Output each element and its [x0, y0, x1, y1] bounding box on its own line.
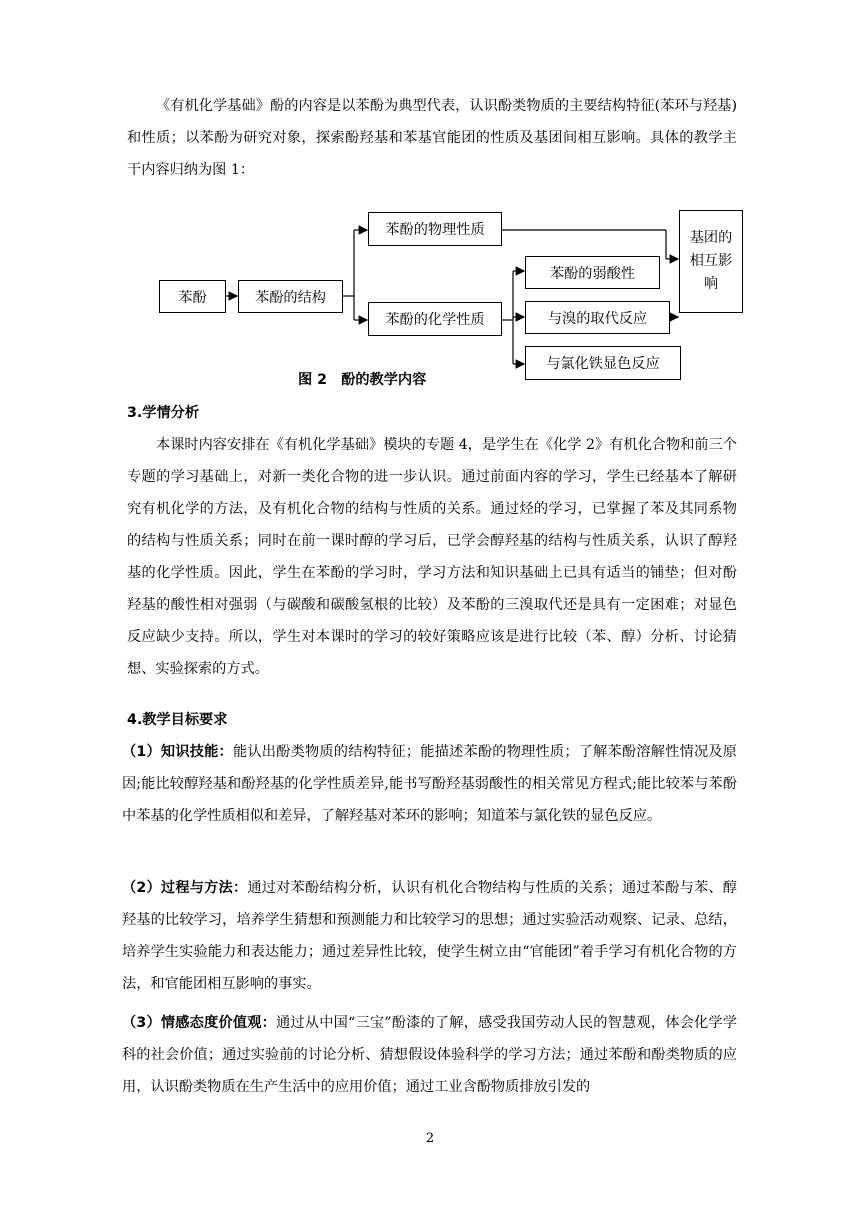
goal-process-text: 通过对苯酚结构分析，认识有机化合物结构与性质的关系；通过苯酚与苯、醇羟基的比较学习，培养学生猜想和预测能力和比较学习的思想；通过实验活动观察、记录、总结，培养学生实验能力和表达能力；通过差异性比较，使学生树立由“官能团”着手学习有机化合物的方法，和官能团相互影响的事实。 [122, 880, 737, 992]
box-physical-properties [368, 212, 502, 246]
box-chemical-label: 苯酚的化学性质 [385, 312, 485, 328]
goal-attitude [122, 1007, 737, 1103]
box-phenol [159, 280, 226, 313]
section3-heading: 3.学情分析 [127, 405, 200, 421]
goal-process [122, 872, 737, 1000]
box-ferric-label: 与氯化铁显色反应 [546, 356, 660, 372]
box-structure [238, 280, 343, 313]
goal-knowledge-lead: （1）知识技能： [122, 744, 233, 760]
box-structure-label: 苯酚的结构 [255, 289, 326, 306]
goal-knowledge-text: 能认出酚类物质的结构特征；能描述苯酚的物理性质；了解苯酚溶解性情况及原因;能比较醇羟基和酚羟基的化学性质差异,能书写酚羟基弱酸性的相关常见方程式;能比较苯与苯酚中苯基的化学性质相似和差异，了解羟基对苯环的影响；知道苯与氯化铁的显色反应。 [122, 744, 737, 824]
section3-body: 本课时内容安排在《有机化学基础》模块的专题 4，是学生在《化学 2》有机化合物和前三个专题的学习基础上，对新一类化合物的进一步认识。通过前面内容的学习，学生已经基本了解研究有机化学的方法，及有机化合物的结构与性质的关系。通过烃的学习，已掌握了苯及其同系物的结构与性质关系；同时在前一课时醇的学习后，已学会醇羟基的结构与性质关系，认识了醇羟基的化学性质。因此，学生在苯酚的学习时，学习方法和知识基础上已具有适当的铺垫；但对酚羟基的酸性相对强弱（与碳酸和碳酸氢根的比较）及苯酚的三溴取代还是具有一定困难；对显色反应缺少支持。所以，学生对本课时的学习的较好策略应该是进行比较（苯、醇）分析、讨论猜想、实验探索的方式。 [127, 437, 737, 677]
box-bromine-substitution [525, 301, 670, 334]
box-interaction-label: 基团的相互影响 [689, 230, 733, 292]
box-group-interaction [679, 210, 743, 313]
box-bromine-label: 与溴的取代反应 [547, 310, 648, 327]
goal-attitude-text: 通过从中国“三宝”酚漆的了解，感受我国劳动人民的智慧观，体会化学学科的社会价值；通过实验前的讨论分析、猜想假设体验科学的学习方法；通过苯酚和酚类物质的应用，认识酚类物质在生产生活中的应用价值；通过工业含酚物质排放引发的 [122, 1015, 737, 1095]
box-ferric-chloride-reaction [525, 346, 681, 380]
goal-process-lead: （2）过程与方法： [122, 880, 248, 896]
intro-paragraph: 《有机化学基础》酚的内容是以苯酚为典型代表，认识酚类物质的主要结构特征(苯环与羟基)和性质；以苯酚为研究对象，探索酚羟基和苯基官能团的性质及基团间相互影响。具体的教学主干内容归纳为图 1： [127, 98, 737, 178]
diagram-connectors [0, 0, 860, 400]
box-acidity-label: 苯酚的弱酸性 [549, 265, 636, 282]
figure-caption: 图 2 酚的教学内容 [298, 372, 427, 388]
page-number: 2 [425, 1131, 435, 1146]
section4-heading: 4.教学目标要求 [127, 712, 228, 728]
box-chemical-properties [368, 302, 502, 336]
goal-knowledge [122, 736, 737, 832]
box-physical-label: 苯酚的物理性质 [385, 222, 485, 238]
box-phenol-label: 苯酚 [178, 289, 207, 306]
box-weak-acidity [525, 256, 660, 289]
goal-attitude-lead: （3）情感态度价值观： [122, 1015, 277, 1031]
